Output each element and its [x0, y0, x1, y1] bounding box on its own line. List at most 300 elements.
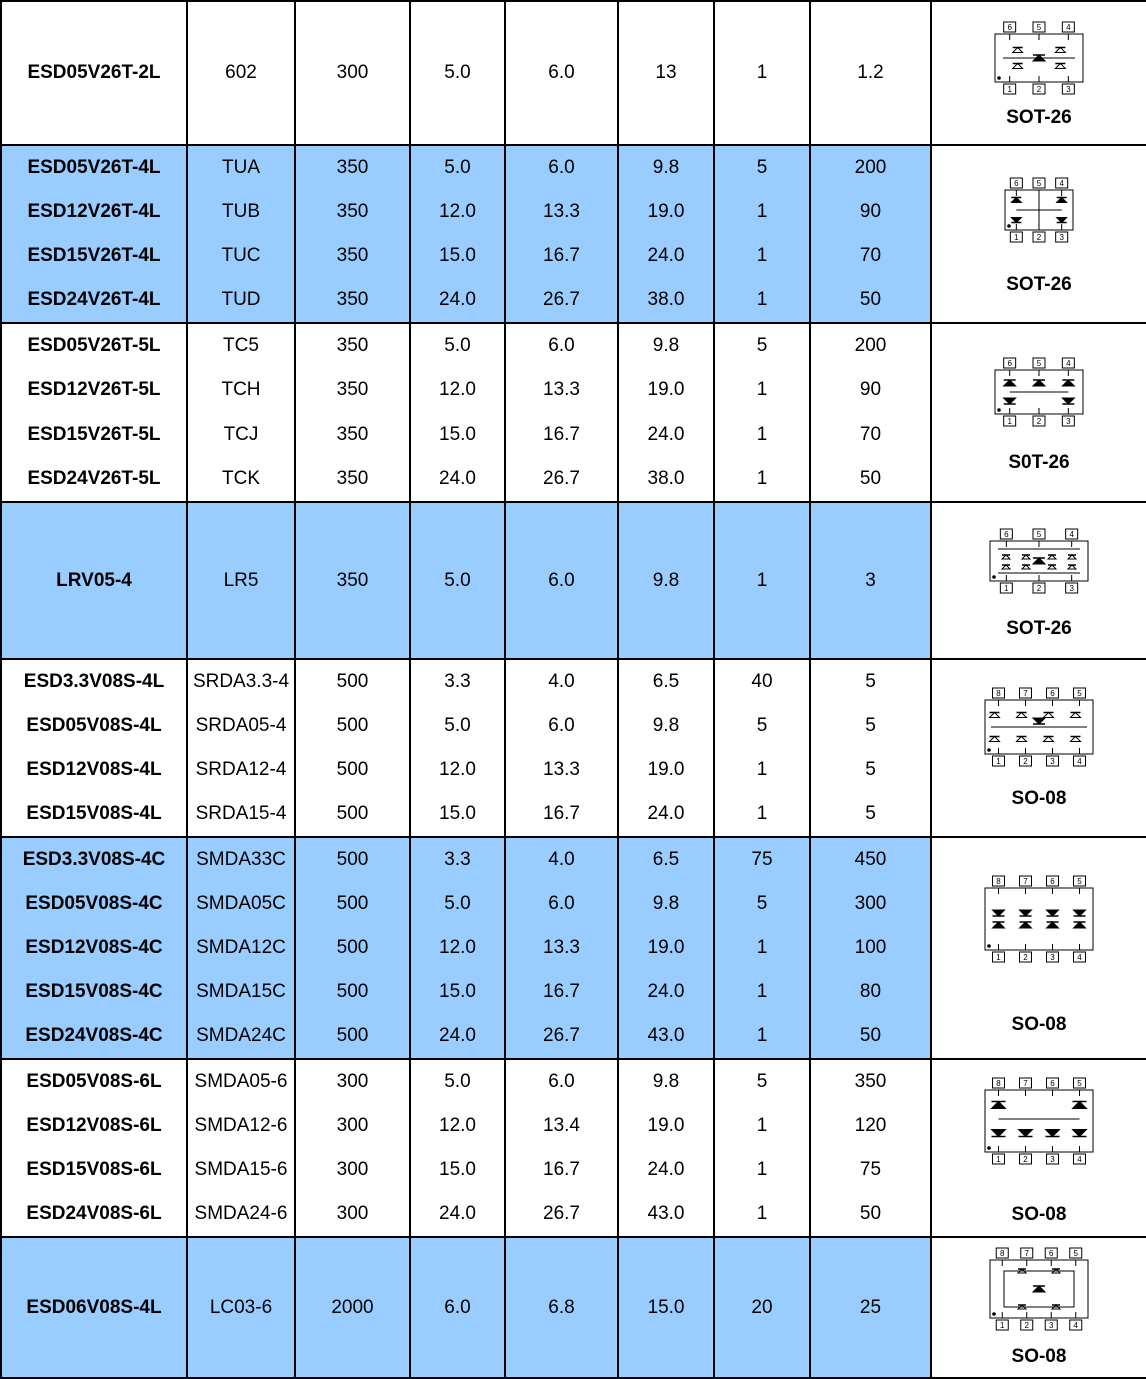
package-cell	[931, 1059, 1146, 1237]
pin-label	[1074, 756, 1086, 766]
spec-value: 70	[859, 423, 882, 445]
spec-cell	[295, 1237, 410, 1378]
part-number: ESD12V08S-4L	[26, 759, 162, 780]
svg-text:6: 6	[1050, 689, 1055, 698]
spec-value: 50	[859, 467, 882, 489]
spec-cell	[810, 1237, 931, 1378]
svg-text:6: 6	[1049, 1249, 1054, 1258]
part-group	[1, 1059, 1146, 1237]
part-group	[1, 323, 1146, 502]
spec-value: 6.0	[548, 569, 575, 591]
part-number-cell	[1, 502, 187, 659]
spec-value: 13.3	[543, 759, 580, 780]
spec-value: 5.0	[444, 157, 471, 178]
spec-value: 9.8	[652, 893, 680, 914]
spec-value: TUD	[221, 289, 261, 310]
svg-text:8: 8	[996, 689, 1001, 698]
spec-value: 5	[865, 715, 876, 736]
spec-value: 19.0	[647, 1115, 685, 1136]
pin-label	[1000, 529, 1012, 539]
part-number: ESD15V08S-4L	[26, 803, 162, 824]
part-number-cell	[1, 659, 187, 837]
spec-value: 5	[756, 335, 768, 357]
pin-label	[996, 1248, 1008, 1258]
spec-value: 5.0	[444, 569, 471, 591]
spec-cell	[714, 659, 810, 837]
spec-value: 6.5	[652, 849, 680, 870]
spec-value: 200	[854, 157, 887, 178]
spec-value: 500	[336, 981, 369, 1002]
pin-label	[1033, 583, 1045, 593]
svg-text:1: 1	[996, 1155, 1001, 1164]
spec-cell	[618, 323, 714, 502]
pin-label	[993, 756, 1005, 766]
spec-value: 200	[854, 335, 887, 357]
spec-value: SRDA05-4	[195, 715, 287, 736]
spec-value: 24.0	[647, 1159, 685, 1180]
spec-value: 24.0	[439, 467, 476, 489]
spec-value: 12.0	[439, 759, 476, 780]
spec-value: TUC	[221, 245, 261, 266]
spec-cell	[410, 323, 505, 502]
svg-text:3: 3	[1069, 584, 1074, 593]
spec-cell	[618, 837, 714, 1059]
pin-label	[1047, 756, 1059, 766]
spec-cell	[410, 659, 505, 837]
spec-value: 5.0	[444, 893, 471, 914]
spec-cell	[410, 502, 505, 659]
spec-value: 500	[336, 937, 369, 958]
spec-value: 5	[756, 893, 768, 914]
spec-value: 350	[336, 467, 369, 489]
spec-value: 24.0	[439, 1203, 476, 1224]
package-cell	[931, 145, 1146, 323]
pin-label	[1020, 1154, 1032, 1164]
spec-cell	[295, 502, 410, 659]
pin-label	[1047, 876, 1059, 886]
part-number: ESD15V08S-4C	[25, 981, 163, 1002]
spec-value: 80	[859, 981, 882, 1002]
pin1-dot	[987, 944, 991, 948]
spec-value: 1	[756, 759, 768, 780]
spec-value: 3	[865, 569, 876, 591]
pin-label	[1074, 688, 1086, 698]
pin-label	[1004, 84, 1016, 94]
part-group	[1, 1, 1146, 145]
spec-value: 100	[854, 937, 887, 958]
spec-value: 19.0	[647, 759, 685, 780]
spec-cell	[505, 145, 618, 323]
pin-label	[1062, 358, 1074, 368]
spec-value: 75	[751, 849, 773, 870]
spec-value: 6.5	[652, 671, 680, 692]
spec-value: 500	[336, 671, 369, 692]
spec-value: 350	[336, 379, 369, 401]
pin-label	[996, 1320, 1008, 1330]
svg-text:3: 3	[1050, 953, 1055, 962]
pin-label	[1004, 358, 1016, 368]
spec-cell	[618, 145, 714, 323]
spec-value: 50	[859, 1025, 882, 1046]
pin-label	[1010, 178, 1022, 188]
package-cell	[931, 502, 1146, 659]
svg-text:6: 6	[1014, 179, 1019, 188]
spec-value: 5.0	[444, 715, 471, 736]
spec-value: 24.0	[439, 289, 476, 310]
spec-value: 6.0	[444, 1296, 471, 1318]
spec-value: SMDA15C	[196, 981, 286, 1002]
spec-value: TCK	[222, 467, 260, 489]
spec-cell	[187, 1, 295, 145]
svg-text:4: 4	[1066, 359, 1071, 368]
svg-text:6: 6	[1004, 530, 1009, 539]
spec-value: SMDA12-6	[194, 1115, 288, 1136]
part-group	[1, 837, 1146, 1059]
svg-text:1: 1	[1007, 417, 1012, 426]
spec-cell	[295, 837, 410, 1059]
pin-label	[1045, 1320, 1057, 1330]
pin-label	[1033, 232, 1045, 242]
pin-label	[1033, 178, 1045, 188]
pin-label	[1010, 232, 1022, 242]
spec-cell	[810, 1, 931, 145]
spec-value: 5.0	[444, 62, 471, 83]
spec-value: 2000	[331, 1296, 374, 1318]
package-name: SO-08	[1011, 1346, 1067, 1367]
spec-value: 16.7	[543, 423, 580, 445]
spec-cell	[618, 1237, 714, 1378]
spec-value: 26.7	[543, 289, 580, 310]
spec-value: 1	[756, 1025, 768, 1046]
pin-label	[1062, 416, 1074, 426]
part-number: ESD05V08S-4C	[25, 893, 163, 914]
pin-label	[1033, 529, 1045, 539]
pin-label	[1047, 952, 1059, 962]
spec-cell	[714, 1237, 810, 1378]
spec-value: 15.0	[439, 803, 476, 824]
so08-4l-icon	[979, 686, 1099, 768]
part-group	[1, 1237, 1146, 1378]
spec-cell	[295, 1, 410, 145]
pin1-dot	[992, 1312, 996, 1316]
spec-value: 1	[756, 379, 768, 401]
pin-label	[1062, 22, 1074, 32]
spec-value: 15.0	[439, 423, 476, 445]
svg-text:4: 4	[1059, 179, 1064, 188]
svg-text:2: 2	[1024, 1321, 1029, 1330]
spec-value: 1	[756, 803, 768, 824]
package-name: SOT-26	[1006, 107, 1072, 128]
svg-text:5: 5	[1036, 23, 1042, 32]
spec-cell	[810, 837, 931, 1059]
spec-cell	[410, 1059, 505, 1237]
pin-label	[1047, 688, 1059, 698]
spec-cell	[618, 659, 714, 837]
svg-text:3: 3	[1050, 1155, 1055, 1164]
spec-cell	[410, 1, 505, 145]
part-number-cell	[1, 1059, 187, 1237]
spec-value: 1.2	[857, 62, 884, 83]
spec-value: TCJ	[223, 423, 259, 445]
spec-value: 24.0	[647, 245, 685, 266]
spec-value: 50	[859, 1203, 882, 1224]
spec-value: 26.7	[543, 1203, 580, 1224]
spec-value: SMDA05C	[196, 893, 286, 914]
spec-value: 13.4	[543, 1115, 580, 1136]
spec-value: 19.0	[647, 201, 685, 222]
spec-value: 6.0	[548, 335, 575, 357]
spec-cell	[187, 502, 295, 659]
spec-value: SMDA05-6	[194, 1071, 288, 1092]
pin-label	[1062, 84, 1074, 94]
spec-value: SRDA15-4	[195, 803, 287, 824]
so08-esd06-icon	[984, 1246, 1094, 1332]
svg-text:3: 3	[1059, 233, 1064, 242]
part-number-cell	[1, 1, 187, 145]
spec-value: SRDA12-4	[195, 759, 287, 780]
spec-value: 9.8	[652, 157, 680, 178]
part-group	[1, 502, 1146, 659]
part-number: ESD06V08S-4L	[26, 1296, 162, 1318]
spec-value: 12.0	[439, 937, 476, 958]
part-number: ESD15V26T-4L	[27, 245, 161, 266]
part-number: ESD15V26T-5L	[27, 423, 161, 445]
spec-value: 3.3	[444, 849, 471, 870]
spec-value: 300	[336, 1071, 369, 1092]
spec-cell	[187, 659, 295, 837]
svg-text:5: 5	[1077, 877, 1082, 886]
spec-cell	[810, 659, 931, 837]
sot26-4l-icon	[999, 176, 1079, 244]
package-name: SOT-26	[1006, 618, 1072, 639]
svg-text:1: 1	[1014, 233, 1019, 242]
part-number: ESD12V08S-6L	[26, 1115, 162, 1136]
spec-value: 5	[865, 671, 876, 692]
svg-text:7: 7	[1023, 689, 1028, 698]
spec-value: 24.0	[647, 423, 685, 445]
svg-text:3: 3	[1049, 1321, 1054, 1330]
pin-label	[1070, 1248, 1082, 1258]
spec-value: 12.0	[439, 379, 476, 401]
spec-value: 43.0	[647, 1025, 685, 1046]
spec-value: SMDA33C	[196, 849, 286, 870]
spec-cell	[505, 502, 618, 659]
spec-value: 4.0	[548, 671, 575, 692]
spec-cell	[505, 659, 618, 837]
spec-cell	[295, 145, 410, 323]
pin-label	[1000, 583, 1012, 593]
pin-label	[1070, 1320, 1082, 1330]
spec-value: 13	[655, 62, 677, 83]
pin-label	[993, 1078, 1005, 1088]
spec-value: 1	[756, 1115, 768, 1136]
spec-value: 13.3	[543, 937, 580, 958]
so08-6l-icon	[979, 1076, 1099, 1166]
spec-value: 70	[859, 245, 882, 266]
spec-value: 16.7	[543, 1159, 580, 1180]
pin-label	[993, 1154, 1005, 1164]
spec-cell	[295, 659, 410, 837]
spec-cell	[714, 837, 810, 1059]
pin-label	[1020, 1078, 1032, 1088]
spec-cell	[810, 145, 931, 323]
pin1-dot	[992, 575, 996, 579]
spec-value: 9.8	[652, 1071, 680, 1092]
svg-text:7: 7	[1023, 877, 1028, 886]
spec-value: 90	[859, 201, 882, 222]
spec-value: 12.0	[439, 201, 476, 222]
spec-value: 500	[336, 849, 369, 870]
package-name: SO-08	[1011, 1204, 1067, 1225]
spec-value: 6.0	[548, 1071, 575, 1092]
pin-label	[1020, 688, 1032, 698]
part-number: ESD05V08S-4L	[26, 715, 162, 736]
svg-text:1: 1	[1000, 1321, 1005, 1330]
pin-label	[993, 876, 1005, 886]
spec-value: 5.0	[444, 1071, 471, 1092]
spec-cell	[410, 1237, 505, 1378]
part-number: ESD05V26T-5L	[27, 335, 161, 357]
spec-cell	[714, 1059, 810, 1237]
spec-cell	[714, 502, 810, 659]
package-cell	[931, 659, 1146, 837]
part-number: ESD3.3V08S-4L	[23, 671, 165, 692]
svg-text:4: 4	[1073, 1321, 1078, 1330]
spec-value: LR5	[223, 569, 259, 591]
spec-value: 24.0	[647, 981, 685, 1002]
spec-value: TUA	[222, 157, 260, 178]
spec-value: 450	[854, 849, 887, 870]
spec-value: 15.0	[439, 245, 476, 266]
spec-value: 24.0	[647, 803, 685, 824]
svg-text:4: 4	[1066, 23, 1071, 32]
svg-text:6: 6	[1007, 23, 1012, 32]
svg-text:7: 7	[1023, 1079, 1028, 1088]
spec-cell	[187, 837, 295, 1059]
spec-value: 19.0	[647, 379, 685, 401]
pin-label	[1056, 178, 1068, 188]
pin-label	[1045, 1248, 1057, 1258]
spec-value: 16.7	[543, 245, 580, 266]
pin-label	[1020, 876, 1032, 886]
spec-cell	[810, 502, 931, 659]
pin-label	[1074, 876, 1086, 886]
spec-value: 9.8	[652, 335, 680, 357]
part-number: ESD24V26T-5L	[27, 467, 161, 489]
svg-text:8: 8	[1000, 1249, 1005, 1258]
spec-cell	[187, 1237, 295, 1378]
part-number: ESD24V08S-6L	[26, 1203, 162, 1224]
svg-text:4: 4	[1077, 757, 1082, 766]
package-name: S0T-26	[1008, 452, 1070, 473]
svg-text:5: 5	[1036, 530, 1042, 539]
spec-cell	[295, 1059, 410, 1237]
spec-value: 19.0	[647, 937, 685, 958]
package-name: SOT-26	[1006, 274, 1072, 295]
pin-label	[1056, 232, 1068, 242]
spec-value: 24.0	[439, 1025, 476, 1046]
spec-value: 350	[336, 423, 369, 445]
pin1-dot	[997, 408, 1001, 412]
spec-value: SMDA15-6	[194, 1159, 288, 1180]
svg-text:5: 5	[1077, 689, 1082, 698]
spec-value: 6.8	[548, 1296, 575, 1318]
spec-value: 26.7	[543, 467, 580, 489]
spec-value: 15.0	[439, 981, 476, 1002]
spec-value: 602	[225, 62, 257, 83]
part-number: ESD24V26T-4L	[27, 289, 161, 310]
part-number: LRV05-4	[56, 569, 132, 591]
spec-value: 15.0	[439, 1159, 476, 1180]
svg-text:1: 1	[1007, 85, 1012, 94]
pin1-dot	[987, 1146, 991, 1150]
package-cell	[931, 323, 1146, 502]
spec-value: 500	[336, 893, 369, 914]
spec-cell	[810, 323, 931, 502]
spec-cell	[714, 145, 810, 323]
spec-value: 16.7	[543, 981, 580, 1002]
svg-text:6: 6	[1050, 1079, 1055, 1088]
spec-cell	[505, 1237, 618, 1378]
part-number: ESD12V26T-4L	[27, 201, 161, 222]
svg-text:4: 4	[1077, 953, 1082, 962]
spec-value: 1	[756, 423, 768, 445]
svg-text:2: 2	[1023, 1155, 1028, 1164]
pin-label	[1033, 84, 1045, 94]
pin-label	[1074, 952, 1086, 962]
spec-value: 13.3	[543, 201, 580, 222]
pin-label	[1047, 1078, 1059, 1088]
spec-value: 500	[336, 1025, 369, 1046]
svg-text:1: 1	[996, 953, 1001, 962]
spec-value: TC5	[223, 335, 259, 357]
part-number-cell	[1, 323, 187, 502]
spec-cell	[618, 1, 714, 145]
sot26-5l-icon	[989, 356, 1089, 428]
svg-text:1: 1	[996, 757, 1001, 766]
spec-value: 500	[336, 803, 369, 824]
spec-value: 25	[859, 1296, 882, 1318]
spec-value: 5	[756, 157, 768, 178]
spec-cell	[187, 1059, 295, 1237]
svg-text:2: 2	[1036, 85, 1042, 94]
spec-value: 1	[756, 289, 768, 310]
spec-value: 5	[756, 715, 768, 736]
package-cell	[931, 1237, 1146, 1378]
spec-cell	[810, 1059, 931, 1237]
spec-value: 16.7	[543, 803, 580, 824]
spec-value: 3.3	[444, 671, 471, 692]
svg-text:8: 8	[996, 1079, 1001, 1088]
so08-4c-icon	[979, 874, 1099, 964]
part-number: ESD05V26T-2L	[27, 62, 161, 83]
pin-label	[1033, 416, 1045, 426]
svg-text:2: 2	[1023, 757, 1028, 766]
spec-value: 40	[751, 671, 773, 692]
pin-label	[1047, 1154, 1059, 1164]
spec-cell	[505, 1059, 618, 1237]
spec-value: 26.7	[543, 1025, 580, 1046]
spec-value: 350	[336, 245, 369, 266]
spec-value: 350	[336, 335, 369, 357]
spec-value: 1	[756, 937, 768, 958]
pin-label	[1021, 1320, 1033, 1330]
svg-text:6: 6	[1007, 359, 1012, 368]
svg-text:3: 3	[1050, 757, 1055, 766]
pin-label	[1004, 416, 1016, 426]
spec-cell	[714, 1, 810, 145]
sot26-2l-icon	[989, 20, 1089, 96]
